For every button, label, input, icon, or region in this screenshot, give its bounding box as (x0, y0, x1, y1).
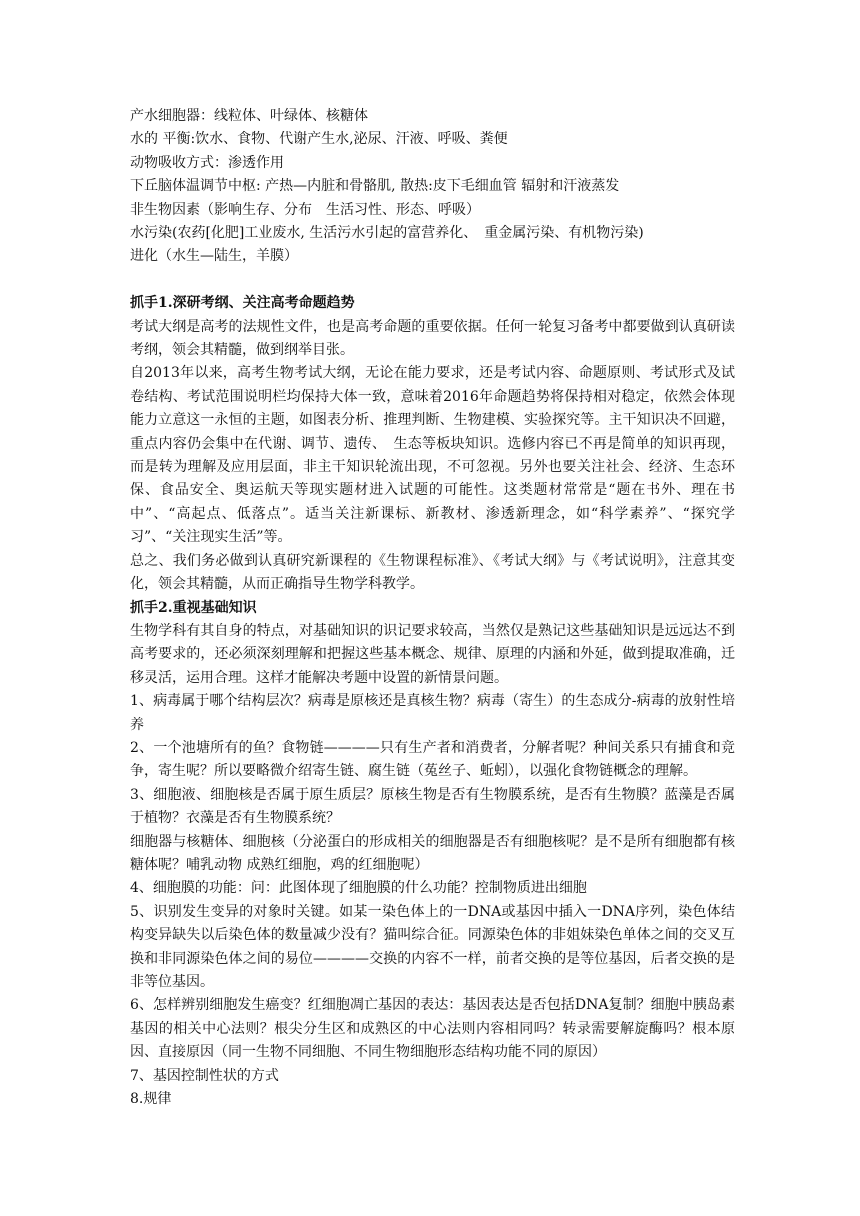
paragraph: 考试大纲是高考的法规性文件，也是高考命题的重要依据。任何一轮复习备考中都要做到认真研读考纲，领会其精髓，做到纲举目张。 (130, 318, 735, 359)
intro-line: 进化（水生—陆生，羊膜） (130, 248, 298, 265)
list-item: 1、病毒属于哪个结构层次？病毒是原核还是真核生物？病毒（寄生）的生态成分-病毒的放射性培养 (130, 693, 735, 733)
blank-line (130, 269, 735, 292)
list-item: 3、细胞液、细胞核是否属于原生质层？原核生物是否有生物膜系统，是否有生物膜？蓝藻是否属于植物？衣藻是否有生物膜系统？ (130, 786, 735, 827)
section-heading: 抓手2.重视基础知识 (130, 599, 257, 616)
document-page (130, 105, 735, 1111)
intro-line: 动物吸收方式：渗透作用 (130, 154, 284, 171)
list-item: 7、基因控制性状的方式 (130, 1067, 279, 1084)
intro-line: 水的 平衡:饮水、食物、代谢产生水,泌尿、汗液、呼吸、粪便 (130, 131, 508, 148)
intro-line: 非生物因素（影响生存、分布 生活习性、形态、呼吸） (130, 201, 480, 218)
list-item: 细胞器与核糖体、细胞核（分泌蛋白的形成相关的细胞器是否有细胞核呢？是不是所有细胞都有核糖体呢？哺乳动物 成熟红细胞，鸡的红细胞呢） (130, 833, 735, 873)
intro-line: 产水细胞器：线粒体、叶绿体、核糖体 (130, 108, 368, 124)
intro-line: 下丘脑体温调节中枢: 产热—内脏和骨骼肌, 散热:皮下毛细血管 辐射和汗液蒸发 (130, 178, 620, 195)
list-item: 2、一个池塘所有的鱼？食物链————只有生产者和消费者，分解者呢？种间关系只有捕食和竞争，寄生呢？所以要略微介绍寄生链、腐生链（菟丝子、蚯蚓），以强化食物链概念的理解。 (130, 739, 735, 780)
paragraph: 自2013年以来，高考生物考试大纲，无论在能力要求，还是考试内容、命题原则、考试形式及试卷结构、考试范围说明栏均保持大体一致，意味着2016年命题趋势将保持相对稳定，依然会体现能力立意这一永恒的主题，如图表分析、推理判断、生物建模、实验探究等。主干知识决不回避，重点内容仍会集中在代谢、调节、遗传、 生态等板块知识。选修内容已不再是简单的知识再现，而是转为理解及应用层面，非主干知识轮流出现，不可忽视。另外也要关注社会、经济、生态环保、食品安全、奥运航天等现实题材进入试题的可能性。这类题材常常是“题在书外、理在书中”、“高起点、低落点”。适当关注新课标、新教材、渗透新理念，如“科学素养”、“探究学习”、“关注现实生活”等。 (130, 365, 735, 546)
list-item: 8.规律 (130, 1091, 172, 1108)
list-item: 4、细胞膜的功能：问：此图体现了细胞膜的什么功能？控制物质进出细胞 (130, 880, 587, 897)
intro-line: 水污染(农药[化肥]工业废水, 生活污水引起的富营养化、 重金属污染、有机物污染) (130, 225, 644, 242)
list-item: 6、怎样辨别细胞发生癌变？红细胞凋亡基因的表达：基因表达是否包括DNA复制？细胞中胰岛素基因的相关中心法则？根尖分生区和成熟区的中心法则内容相同吗？转录需要解旋酶吗？根本原因、直接原因（同一生物不同细胞、不同生物细胞形态结构功能不同的原因） (130, 997, 735, 1061)
list-item: 5、识别发生变异的对象时关键。如某一染色体上的一DNA或基因中插入一DNA序列，染色体结构变异缺失以后染色体的数量减少没有？猫叫综合征。同源染色体的非姐妹染色单体之间的交叉互换和非同源染色体之间的易位————交换的内容不一样，前者交换的是等位基因，后者交换的是非等位基因。 (130, 903, 735, 991)
section-heading: 抓手1.深研考纲、关注高考命题趋势 (130, 295, 355, 312)
paragraph: 总之、我们务必做到认真研究新课程的《生物课程标准》、《考试大纲》与《考试说明》，注意其变化，领会其精髓，从而正确指导生物学科教学。 (130, 552, 735, 593)
paragraph: 生物学科有其自身的特点，对基础知识的识记要求较高，当然仅是熟记这些基础知识是远远达不到高考要求的，还必须深刻理解和把握这些基本概念、规律、原理的内涵和外延，做到提取准确，迁移灵活，运用合理。这样才能解决考题中设置的新情景问题。 (130, 622, 735, 686)
